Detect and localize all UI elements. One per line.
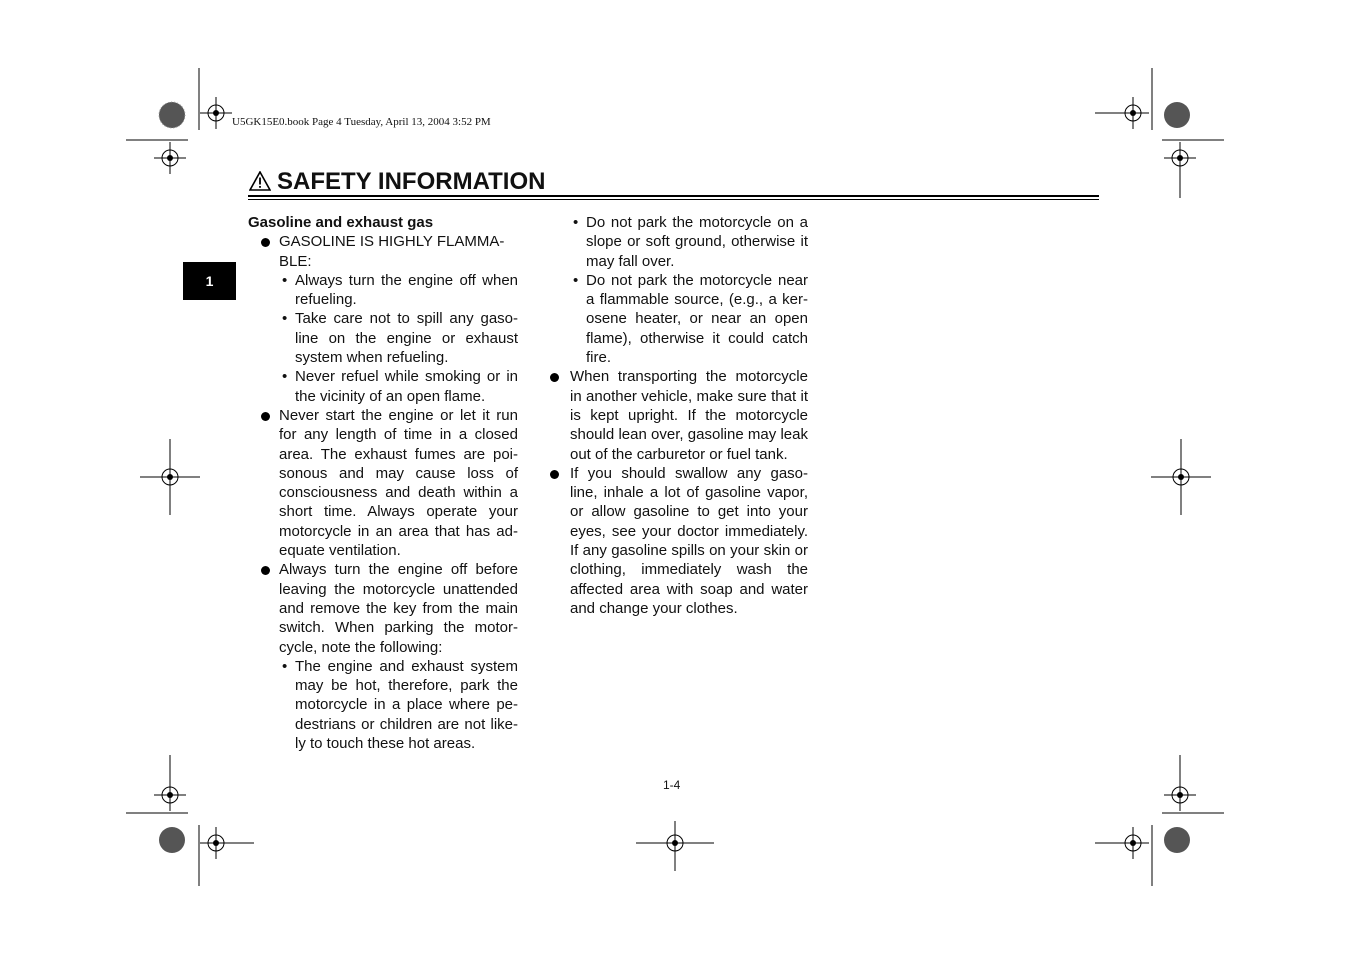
crop-mark-top-right xyxy=(1090,60,1230,200)
bullet-item xyxy=(550,367,808,463)
registration-mark-icon xyxy=(154,142,186,174)
sub-bullet-item: • Never refuel while smoking or in the vicinity of an open flame. xyxy=(282,368,518,405)
crop-mark-bottom-left xyxy=(120,750,260,890)
sub-bullet-item: • Take care not to spill any gaso-line on the engine or exhaust system when refueling. xyxy=(282,310,518,367)
text-column-right xyxy=(550,213,808,618)
sub-bullet-item: • Do not park the motorcycle on a slope or soft ground, otherwise it may fall over. xyxy=(573,214,808,270)
bullet-dot xyxy=(550,373,559,382)
title-rule-thin xyxy=(248,199,1099,200)
sub-bullet-text: Always turn the engine off when refueling. xyxy=(295,271,518,309)
registration-mark-icon xyxy=(1095,97,1149,129)
color-bar-disc-icon xyxy=(159,102,185,128)
sub-bullet-item: • The engine and exhaust system may be hot, therefore, park the motorcycle in a place where pe-destrians or children are not like-ly to touch these hot areas. xyxy=(282,657,518,753)
registration-mark-icon xyxy=(1164,142,1196,198)
sub-bullet-item: • Always turn the engine off when refueling. xyxy=(282,271,518,309)
bullet-text: Always turn the engine off before leaving the motorcycle unattended and remove the key from the main switch. When parking the motor-cycle, note the following: xyxy=(279,561,518,656)
bullet-dot xyxy=(261,238,270,247)
warning-triangle-icon xyxy=(249,170,271,198)
page-number: 1-4 xyxy=(663,778,681,792)
registration-mark-icon xyxy=(1164,755,1196,811)
color-bar-disc-icon xyxy=(1164,827,1190,853)
title-rule xyxy=(248,195,1099,197)
registration-mark-icon xyxy=(200,827,254,859)
sub-bullet-text: Take care not to spill any gaso-line on the engine or exhaust system when refueling. xyxy=(295,310,518,367)
registration-mark-icon xyxy=(635,813,715,873)
registration-mark-icon xyxy=(200,97,232,129)
bullet-item xyxy=(248,232,518,406)
text-column-left xyxy=(248,213,518,753)
color-bar-disc-icon xyxy=(159,827,185,853)
registration-mark-icon xyxy=(138,437,202,517)
registration-mark-icon xyxy=(1149,437,1213,517)
registration-mark-icon xyxy=(1095,827,1149,859)
sub-bullet-item: • Do not park the motorcycle near a flammable source, (e.g., a ker-osene heater, or near an open flame), otherwise it could catch fire. xyxy=(573,271,808,367)
section-title-text: SAFETY INFORMATION xyxy=(277,168,546,195)
print-header: U5GK15E0.book Page 4 Tuesday, April 13, 2004 3:52 PM xyxy=(232,116,491,128)
bullet-item xyxy=(248,560,518,753)
bullet-text: GASOLINE IS HIGHLY FLAMMA-BLE: xyxy=(279,233,505,270)
crop-mark-bottom-right xyxy=(1090,750,1230,890)
bullet-dot xyxy=(261,412,270,421)
sub-bullet-text: Do not park the motorcycle on a slope or soft ground, otherwise it may fall over. xyxy=(586,214,808,270)
sub-bullet-text: Never refuel while smoking or in the vicinity of an open flame. xyxy=(295,368,518,405)
bullet-dot xyxy=(261,566,270,575)
subsection-heading: Gasoline and exhaust gas xyxy=(248,214,434,231)
bullet-text: When transporting the motorcycle in another vehicle, make sure that it is kept upright. If the motorcycle should lean over, gasoline may leak out of the carburetor or fuel tank. xyxy=(570,368,808,463)
section-title xyxy=(249,168,545,198)
registration-mark-icon xyxy=(154,755,186,811)
chapter-tab: 1 xyxy=(183,262,236,300)
sub-bullet-text: Do not park the motorcycle near a flammable source, (e.g., a ker-osene heater, or near an open flame), otherwise it could catch fire. xyxy=(586,271,808,367)
bullet-item xyxy=(248,406,518,560)
crop-mark-top-left xyxy=(120,60,260,200)
sub-bullet-text: The engine and exhaust system may be hot, therefore, park the motorcycle in a place where pe-destrians or children are not like-ly to touch these hot areas. xyxy=(295,657,518,753)
bullet-text: Never start the engine or let it run for any length of time in a closed area. The exhaust fumes are poi-sonous and may cause loss of consciousness and death within a short time. Always operate your motorcycle in an area that has ad-equate ventilation. xyxy=(279,406,518,560)
color-bar-disc-icon xyxy=(1164,102,1190,128)
bullet-text: If you should swallow any gaso-line, inhale a lot of gasoline vapor, or allow gasoline to get into your eyes, see your doctor immediately. If any gasoline spills on your skin or clothing, immediately wash the affected area with soap and water and change your clothes. xyxy=(570,464,808,617)
bullet-dot xyxy=(550,470,559,479)
bullet-item xyxy=(550,464,808,618)
